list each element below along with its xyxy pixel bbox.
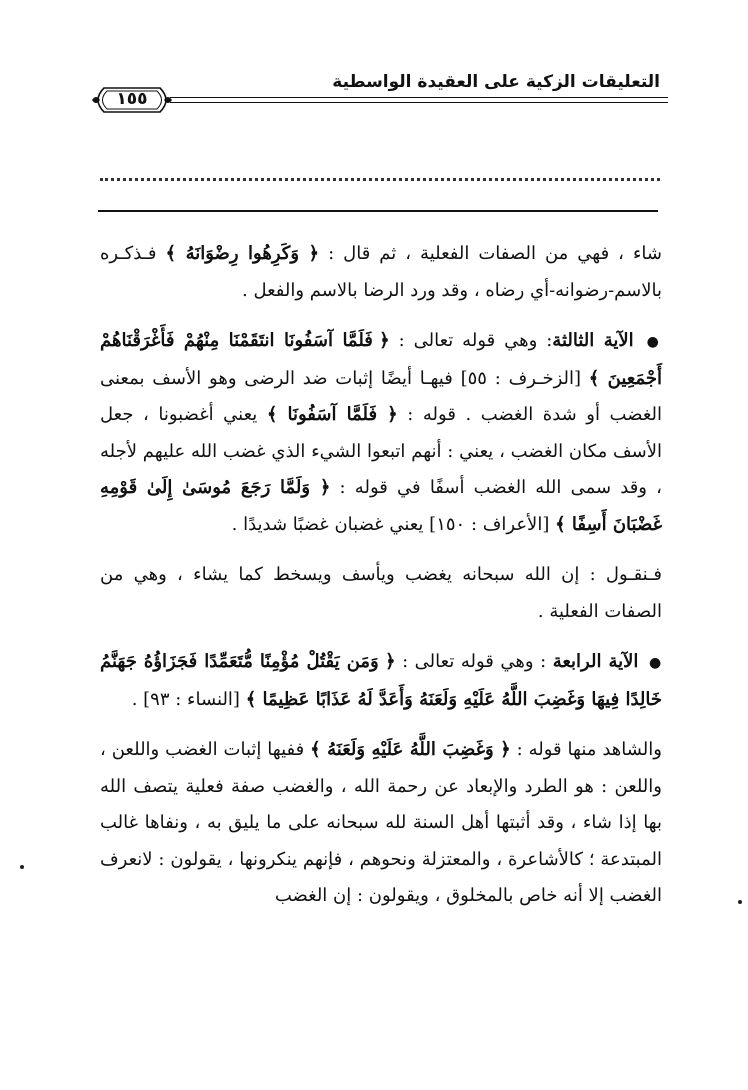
- text-run: فـذكـره بالاسم-رضوانه-أي رضاه ، وقد ورد الرضا بالاسم والفعل .: [100, 243, 662, 301]
- header-rule: [170, 97, 668, 98]
- scan-mark: [738, 900, 742, 904]
- quran-verse: ﴿ فَلَمَّا آسَفُونَا ﴾: [266, 404, 398, 425]
- running-header-title: التعليقات الزكية على العقيدة الواسطية: [332, 72, 660, 92]
- body-text: [100, 236, 662, 915]
- page-number: ١٥٥: [116, 89, 148, 109]
- quran-verse: ﴿ وَكَرِهُوا رِضْوَانَهُ ﴾: [165, 243, 320, 264]
- dotted-separator: [100, 164, 660, 181]
- paragraph: [100, 236, 662, 309]
- section-heading: الآية الثالثة: [552, 330, 634, 351]
- section-rule: [98, 210, 658, 212]
- section-heading: الآية الرابعة: [552, 651, 639, 672]
- text-run: ففيها إثبات الغضب واللعن ، واللعن : هو الطرد والإبعاد عن رحمة الله ، والغضب صفة فعلية يتصف الله بها إذا شاء ، وقد أثبتها أهل السنة لله سبحانه على ما يليق به ، ونفاها غالب المبتدعة ؛ كالأشاعرة ، والمعتزلة ونحوهم ، فإنهم ينكرونها ، يقولون : لانعرف الغضب إلا أنه خاص بالمخلوق ، ويقولون : إن الغضب: [100, 739, 662, 906]
- header-rule: [170, 102, 668, 103]
- text-run: شاء ، فهي من الصفات الفعلية ، ثم قال :: [319, 243, 662, 264]
- paragraph: [100, 732, 662, 915]
- paragraph: [100, 557, 662, 630]
- page-number-ornament: [90, 86, 174, 114]
- bullet-icon: ●: [648, 655, 662, 671]
- text-run: [الأعراف : ١٥٠] يعني غضبان غضبًا شديدًا .: [231, 513, 556, 535]
- quran-verse: ﴿ فَلَمَّا آسَفُونَا انتَقَمْنَا مِنْهُمْ فَأَغْرَقْنَاهُمْ أَجْمَعِينَ ﴾: [100, 330, 662, 389]
- paragraph: [100, 323, 662, 543]
- text-run: : وهي قوله تعالى :: [395, 651, 553, 672]
- quran-verse: ﴿ وَغَضِبَ اللَّهُ عَلَيْهِ وَلَعَنَهُ ﴾: [310, 739, 511, 760]
- text-run: [الزخـرف : ٥٥] فيهـا أيضًا إثبات ضد الرضى وهو الأسف بمعنى الغضب أو شدة الغضب . قوله :: [100, 367, 662, 425]
- bullet-icon: ●: [646, 334, 662, 350]
- text-run: [النساء : ٩٣] .: [131, 688, 246, 710]
- quran-verse: ﴿ وَمَن يَقْتُلْ مُؤْمِنًا مُّتَعَمِّدًا فَجَزَاؤُهُ جَهَنَّمُ خَالِدًا فِيهَا وَغَضِبَ اللَّهُ عَلَيْهِ وَلَعَنَهُ وَأَعَدَّ لَهُ عَذَابًا عَظِيمًا ﴾: [100, 651, 662, 710]
- quran-verse: ﴿ وَلَمَّا رَجَعَ مُوسَىٰ إِلَىٰ قَوْمِهِ غَضْبَانَ أَسِفًا ﴾: [100, 477, 662, 535]
- text-run: : وهي قوله تعالى :: [389, 330, 553, 351]
- scan-mark: [20, 865, 24, 869]
- text-run: والشاهد منها قوله :: [510, 739, 662, 760]
- text-run: يعني أغضبونا ، جعل الأسف مكان الغضب ، يعني : أنهم اتبعوا الشيء الذي غضب الله عليهم لأجله ، وقد سمى الله الغضب أسفًا في قوله :: [100, 404, 662, 498]
- text-run: فـنقـول : إن الله سبحانه يغضب ويأسف ويسخط كما يشاء ، وهي من الصفات الفعلية .: [100, 564, 662, 622]
- paragraph: [100, 644, 662, 718]
